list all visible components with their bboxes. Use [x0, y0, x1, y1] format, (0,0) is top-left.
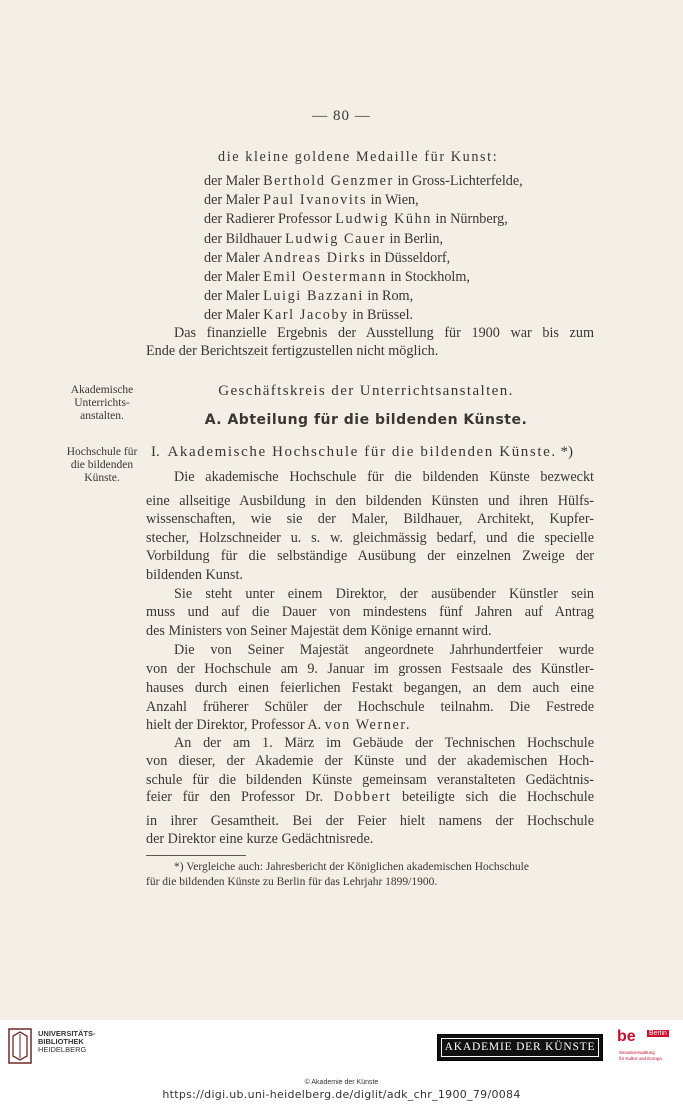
- subsection-heading: A. Abteilung für die bildenden Künste.: [204, 412, 528, 428]
- item-heading: I. Akademische Hochschule für die bildenden Künste. *): [151, 444, 573, 460]
- paragraph-3-line: hauses durch einen feierlichen Festakt begangen, an dem auch eine: [146, 680, 594, 696]
- paragraph-1-line: Die akademische Hochschule für die bildenden Künste bezweckt: [174, 469, 594, 485]
- paragraph-2-line: Sie steht unter einem Direktor, der ausübender Künstler sein: [174, 586, 594, 602]
- paragraph-3-line: Die von Seiner Majestät angeordnete Jahrhundertfeier wurde: [174, 642, 594, 658]
- paragraph-4-line: An der am 1. März im Gebäude der Technischen Hochschule: [174, 735, 594, 751]
- paragraph-1-line: wissenschaften, wie sie der Maler, Bildhauer, Architekt, Kupfer-: [146, 511, 594, 527]
- paragraph-2-line: muss und auf die Dauer von mindestens fünf Jahren auf Antrag: [146, 604, 594, 620]
- p4-line-6: der Direktor eine kurze Gedächtnisrede.: [146, 831, 374, 847]
- paragraph-1-line: stecher, Holzschneider u. s. w. gleichmässig bedarf, und die specielle: [146, 530, 594, 546]
- closing-line-1: Das finanzielle Ergebnis der Ausstellung für 1900 war bis zum: [174, 325, 594, 341]
- paragraph-2-line: des Ministers von Seiner Majestät dem Könige ernannt wird.: [146, 623, 492, 639]
- awardee-line: der Bildhauer Ludwig Cauer in Berlin,: [204, 230, 444, 247]
- awardee-line: der Radierer Professor Ludwig Kühn in Nürnberg,: [204, 211, 508, 228]
- paragraph-4-line: schule für die bildenden Künste gemeinsam veranstalteten Gedächtnis-: [146, 772, 594, 788]
- closing-line-2: Ende der Berichtszeit fertigzustellen nicht möglich.: [146, 343, 439, 359]
- awardee-line: der Maler Berthold Genzmer in Gross-Lichterfelde,: [204, 173, 523, 189]
- p4-line-5: in ihrer Gesamtheit. Bei der Feier hielt namens der Hochschule: [146, 813, 594, 829]
- footnote-line-1: *) Vergleiche auch: Jahresbericht der Königlichen akademischen Hochschule: [174, 861, 529, 873]
- section-heading: Geschäftskreis der Unterrichtsanstalten.: [218, 383, 514, 399]
- berlin-senate-logo[interactable]: be Berlin Senatsverwaltung für Kultur und Europa: [617, 1028, 667, 1061]
- footnote-rule: [146, 855, 246, 856]
- page-number: — 80 —: [312, 108, 371, 124]
- akademie-der-kuenste-button[interactable]: AKADEMIE DER KÜNSTE: [437, 1034, 603, 1061]
- awardee-line: der Maler Luigi Bazzani in Rom,: [204, 288, 414, 305]
- university-library-name[interactable]: UNIVERSITÄTS- BIBLIOTHEK HEIDELBERG: [38, 1029, 96, 1054]
- awardee-line: der Maler Karl Jacoby in Brüssel.: [204, 307, 414, 324]
- award-intro: die kleine goldene Medaille für Kunst:: [218, 149, 499, 165]
- university-library-logo-icon[interactable]: [8, 1028, 32, 1064]
- awardee-line: der Maler Emil Oestermann in Stockholm,: [204, 269, 470, 285]
- copyright-notice: © Akademie der Künste: [304, 1079, 379, 1086]
- paragraph-4-line: von dieser, der Akademie der Künste und der akademischen Hoch-: [146, 753, 594, 769]
- margin-note-akademische: Akademische Unterrichts- anstalten.: [70, 384, 134, 422]
- paragraph-1-line: eine allseitige Ausbildung in den bildenden Künsten und ihren Hülfs-: [146, 493, 594, 509]
- awardee-line: der Maler Paul Ivanovits in Wien,: [204, 192, 419, 209]
- p4-line-4: feier für den Professor Dr. Dobbert beteiligte sich die Hochschule: [146, 789, 594, 805]
- paragraph-1-line: Vorbildung für die selbständige Ausübung der einzelnen Zweige der: [146, 548, 594, 564]
- paragraph-3-line: von der Hochschule am 9. Januar im grossen Festsaale des Künstler-: [146, 661, 594, 677]
- p3-last-line: hielt der Direktor, Professor A. von Werner.: [146, 717, 412, 733]
- footnote-line-2: für die bildenden Künste zu Berlin für das Lehrjahr 1899/1900.: [146, 876, 438, 888]
- permalink-url[interactable]: https://digi.ub.uni-heidelberg.de/diglit/adk_chr_1900_79/0084: [162, 1088, 521, 1101]
- awardee-line: der Maler Andreas Dirks in Düsseldorf,: [204, 249, 451, 266]
- paragraph-3-line: Anzahl früherer Schüler der Hochschule teilnahm. Die Festrede: [146, 699, 594, 715]
- paragraph-1-line: bildenden Kunst.: [146, 567, 243, 583]
- margin-note-hochschule: Hochschule für die bildenden Künste.: [66, 446, 138, 484]
